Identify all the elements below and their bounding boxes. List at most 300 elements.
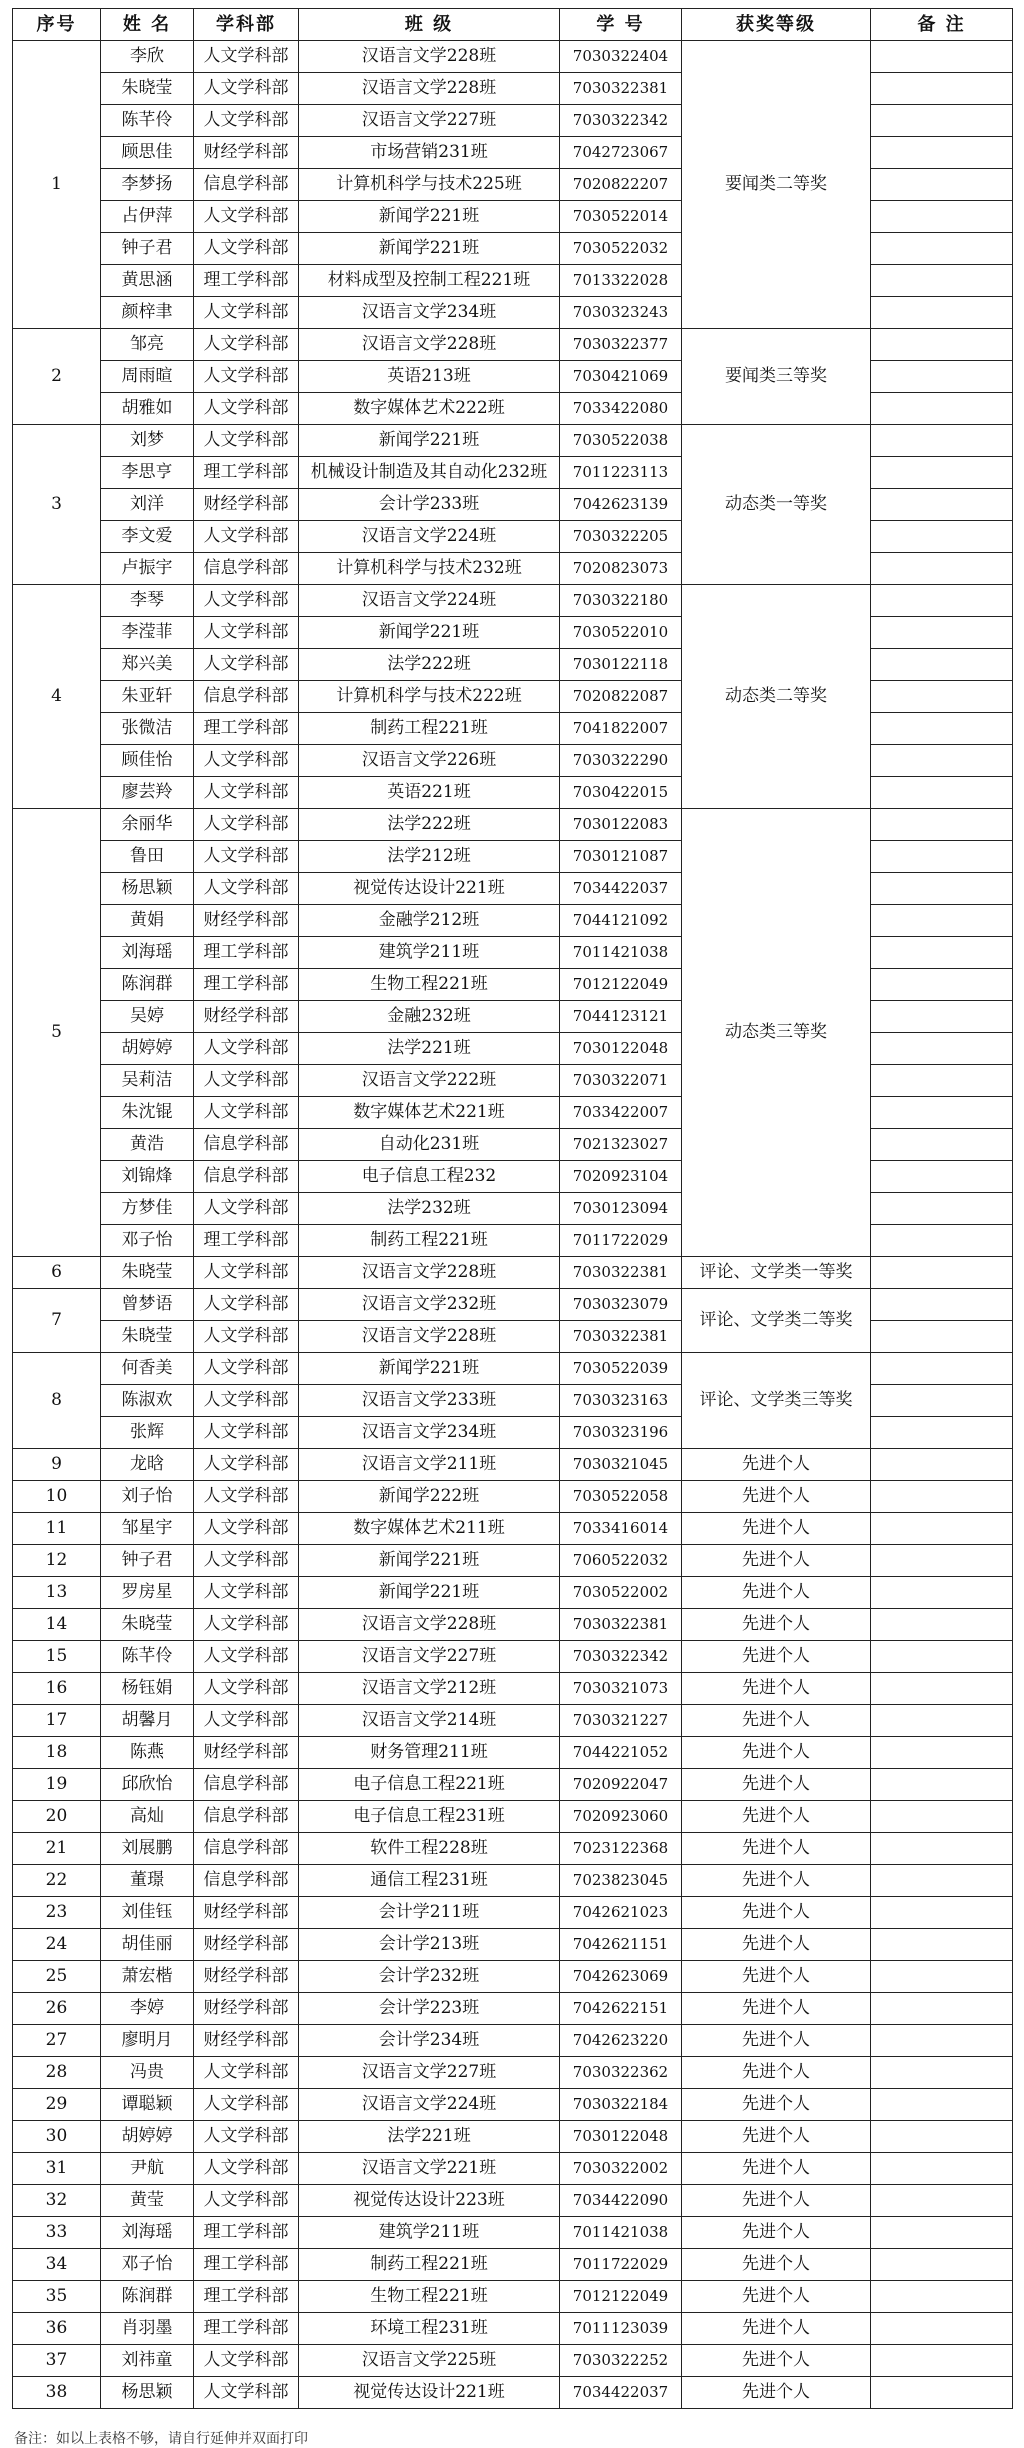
cell-student-id: 7030323079	[560, 1289, 682, 1321]
cell-class: 汉语言文学234班	[299, 297, 560, 329]
cell-student-id: 7034422037	[560, 873, 682, 905]
cell-dept: 人文学科部	[194, 201, 299, 233]
cell-class: 机械设计制造及其自动化232班	[299, 457, 560, 489]
cell-student-id: 7020923104	[560, 1161, 682, 1193]
cell-dept: 人文学科部	[194, 1673, 299, 1705]
cell-dept: 理工学科部	[194, 2249, 299, 2281]
cell-serial-no: 2	[13, 329, 101, 425]
cell-note	[871, 1929, 1013, 1961]
table-row	[13, 2249, 1013, 2281]
table-row	[13, 1289, 1013, 1321]
cell-student-id: 7020823073	[560, 553, 682, 585]
cell-name: 鲁田	[101, 841, 194, 873]
cell-award-level: 先进个人	[682, 1577, 871, 1609]
cell-class: 制药工程221班	[299, 713, 560, 745]
cell-name: 钟子君	[101, 233, 194, 265]
cell-dept: 财经学科部	[194, 1897, 299, 1929]
cell-name: 方梦佳	[101, 1193, 194, 1225]
cell-serial-no: 35	[13, 2281, 101, 2313]
cell-award-level: 先进个人	[682, 2345, 871, 2377]
cell-dept: 财经学科部	[194, 1929, 299, 1961]
cell-name: 何香美	[101, 1353, 194, 1385]
cell-student-id: 7023823045	[560, 1865, 682, 1897]
cell-student-id: 7023122368	[560, 1833, 682, 1865]
cell-award-level: 先进个人	[682, 2057, 871, 2089]
cell-class: 制药工程221班	[299, 2249, 560, 2281]
cell-award-level: 要闻类三等奖	[682, 329, 871, 425]
cell-dept: 人文学科部	[194, 73, 299, 105]
cell-note	[871, 329, 1013, 361]
cell-award-level: 先进个人	[682, 2377, 871, 2409]
cell-name: 李欣	[101, 41, 194, 73]
cell-student-id: 7030323196	[560, 1417, 682, 1449]
cell-class: 财务管理211班	[299, 1737, 560, 1769]
cell-award-level: 评论、文学类一等奖	[682, 1257, 871, 1289]
cell-name: 余丽华	[101, 809, 194, 841]
cell-note	[871, 585, 1013, 617]
cell-name: 吴莉洁	[101, 1065, 194, 1097]
cell-student-id: 7044221052	[560, 1737, 682, 1769]
table-row	[13, 1705, 1013, 1737]
cell-serial-no: 11	[13, 1513, 101, 1545]
cell-note	[871, 553, 1013, 585]
cell-student-id: 7020822207	[560, 169, 682, 201]
cell-class: 视觉传达设计221班	[299, 873, 560, 905]
cell-class: 汉语言文学212班	[299, 1673, 560, 1705]
table-row	[13, 1865, 1013, 1897]
cell-class: 汉语言文学227班	[299, 1641, 560, 1673]
table-row	[13, 1513, 1013, 1545]
cell-student-id: 7030322290	[560, 745, 682, 777]
cell-dept: 人文学科部	[194, 1193, 299, 1225]
cell-name: 刘锦烽	[101, 1161, 194, 1193]
cell-name: 顾佳怡	[101, 745, 194, 777]
table-row	[13, 2089, 1013, 2121]
cell-class: 新闻学221班	[299, 1545, 560, 1577]
cell-dept: 人文学科部	[194, 1449, 299, 1481]
cell-note	[871, 1641, 1013, 1673]
cell-student-id: 7042622151	[560, 1993, 682, 2025]
cell-class: 计算机科学与技术232班	[299, 553, 560, 585]
cell-name: 罗房星	[101, 1577, 194, 1609]
cell-class: 建筑学211班	[299, 937, 560, 969]
cell-dept: 人文学科部	[194, 233, 299, 265]
cell-name: 张微洁	[101, 713, 194, 745]
cell-name: 周雨暄	[101, 361, 194, 393]
cell-dept: 财经学科部	[194, 1737, 299, 1769]
cell-name: 李思亨	[101, 457, 194, 489]
award-list-table	[12, 8, 1013, 2409]
cell-dept: 人文学科部	[194, 297, 299, 329]
cell-dept: 理工学科部	[194, 937, 299, 969]
cell-serial-no: 23	[13, 1897, 101, 1929]
cell-class: 会计学223班	[299, 1993, 560, 2025]
cell-class: 汉语言文学232班	[299, 1289, 560, 1321]
cell-serial-no: 19	[13, 1769, 101, 1801]
cell-student-id: 7030322002	[560, 2153, 682, 2185]
cell-student-id: 7042723067	[560, 137, 682, 169]
table-row	[13, 2217, 1013, 2249]
cell-dept: 人文学科部	[194, 1289, 299, 1321]
cell-name: 朱沈锟	[101, 1097, 194, 1129]
cell-dept: 人文学科部	[194, 2089, 299, 2121]
cell-student-id: 7011421038	[560, 2217, 682, 2249]
cell-student-id: 7033422007	[560, 1097, 682, 1129]
cell-award-level: 先进个人	[682, 1833, 871, 1865]
cell-note	[871, 489, 1013, 521]
cell-note	[871, 1513, 1013, 1545]
table-row	[13, 2121, 1013, 2153]
cell-name: 朱亚轩	[101, 681, 194, 713]
cell-note	[871, 1065, 1013, 1097]
cell-student-id: 7030322377	[560, 329, 682, 361]
cell-student-id: 7030321227	[560, 1705, 682, 1737]
cell-note	[871, 1289, 1013, 1321]
cell-student-id: 7011123039	[560, 2313, 682, 2345]
cell-note	[871, 1833, 1013, 1865]
cell-class: 汉语言文学211班	[299, 1449, 560, 1481]
table-row	[13, 329, 1013, 361]
cell-serial-no: 31	[13, 2153, 101, 2185]
cell-name: 曾梦语	[101, 1289, 194, 1321]
cell-class: 计算机科学与技术225班	[299, 169, 560, 201]
cell-name: 李文爱	[101, 521, 194, 553]
cell-note	[871, 873, 1013, 905]
table-row	[13, 1449, 1013, 1481]
cell-name: 李琴	[101, 585, 194, 617]
cell-dept: 人文学科部	[194, 1513, 299, 1545]
cell-serial-no: 21	[13, 1833, 101, 1865]
cell-dept: 人文学科部	[194, 41, 299, 73]
cell-student-id: 7033422080	[560, 393, 682, 425]
cell-name: 邹星宇	[101, 1513, 194, 1545]
cell-name: 朱晓莹	[101, 1257, 194, 1289]
cell-serial-no: 33	[13, 2217, 101, 2249]
cell-note	[871, 105, 1013, 137]
cell-award-level: 先进个人	[682, 2217, 871, 2249]
table-row	[13, 1737, 1013, 1769]
cell-note	[871, 2025, 1013, 2057]
header-award: 获奖等级	[682, 9, 871, 41]
cell-dept: 人文学科部	[194, 329, 299, 361]
cell-note	[871, 809, 1013, 841]
table-header	[13, 9, 1013, 41]
cell-name: 刘洋	[101, 489, 194, 521]
cell-note	[871, 2281, 1013, 2313]
cell-note	[871, 361, 1013, 393]
cell-dept: 人文学科部	[194, 1481, 299, 1513]
cell-serial-no: 14	[13, 1609, 101, 1641]
cell-student-id: 7030322404	[560, 41, 682, 73]
cell-class: 汉语言文学214班	[299, 1705, 560, 1737]
cell-note	[871, 297, 1013, 329]
cell-class: 新闻学221班	[299, 1353, 560, 1385]
cell-student-id: 7030322342	[560, 105, 682, 137]
cell-serial-no: 1	[13, 41, 101, 329]
header-class: 班 级	[299, 9, 560, 41]
cell-name: 胡婷婷	[101, 2121, 194, 2153]
cell-note	[871, 1801, 1013, 1833]
cell-name: 陈芊伶	[101, 1641, 194, 1673]
cell-dept: 财经学科部	[194, 1993, 299, 2025]
cell-class: 汉语言文学228班	[299, 329, 560, 361]
cell-note	[871, 425, 1013, 457]
table-row	[13, 1545, 1013, 1577]
cell-serial-no: 30	[13, 2121, 101, 2153]
cell-dept: 人文学科部	[194, 649, 299, 681]
cell-award-level: 先进个人	[682, 2249, 871, 2281]
cell-name: 刘梦	[101, 425, 194, 457]
cell-note	[871, 1161, 1013, 1193]
cell-student-id: 7012122049	[560, 969, 682, 1001]
cell-award-level: 先进个人	[682, 2089, 871, 2121]
cell-name: 萧宏楷	[101, 1961, 194, 1993]
cell-note	[871, 1705, 1013, 1737]
table-row	[13, 1993, 1013, 2025]
cell-dept: 理工学科部	[194, 969, 299, 1001]
cell-note	[871, 169, 1013, 201]
cell-class: 生物工程221班	[299, 2281, 560, 2313]
table-row	[13, 1801, 1013, 1833]
cell-name: 钟子君	[101, 1545, 194, 1577]
table-row	[13, 1481, 1013, 1513]
cell-note	[871, 2185, 1013, 2217]
cell-dept: 信息学科部	[194, 1769, 299, 1801]
cell-note	[871, 1673, 1013, 1705]
cell-class: 新闻学221班	[299, 617, 560, 649]
cell-serial-no: 9	[13, 1449, 101, 1481]
cell-name: 刘海瑶	[101, 937, 194, 969]
cell-note	[871, 521, 1013, 553]
table-row	[13, 1673, 1013, 1705]
cell-serial-no: 4	[13, 585, 101, 809]
cell-class: 市场营销231班	[299, 137, 560, 169]
cell-note	[871, 2313, 1013, 2345]
cell-student-id: 7030322205	[560, 521, 682, 553]
cell-dept: 理工学科部	[194, 1225, 299, 1257]
cell-serial-no: 22	[13, 1865, 101, 1897]
cell-note	[871, 393, 1013, 425]
cell-note	[871, 745, 1013, 777]
cell-class: 新闻学221班	[299, 1577, 560, 1609]
cell-note	[871, 2089, 1013, 2121]
cell-name: 黄莹	[101, 2185, 194, 2217]
cell-award-level: 动态类一等奖	[682, 425, 871, 585]
cell-dept: 人文学科部	[194, 617, 299, 649]
cell-serial-no: 16	[13, 1673, 101, 1705]
cell-class: 汉语言文学227班	[299, 2057, 560, 2089]
table-row	[13, 1769, 1013, 1801]
cell-class: 汉语言文学228班	[299, 1321, 560, 1353]
cell-student-id: 7034422090	[560, 2185, 682, 2217]
cell-name: 刘展鹏	[101, 1833, 194, 1865]
cell-award-level: 先进个人	[682, 1737, 871, 1769]
cell-note	[871, 1097, 1013, 1129]
cell-class: 汉语言文学228班	[299, 1609, 560, 1641]
cell-award-level: 评论、文学类三等奖	[682, 1353, 871, 1449]
cell-dept: 理工学科部	[194, 2217, 299, 2249]
cell-name: 朱晓莹	[101, 1321, 194, 1353]
cell-note	[871, 2345, 1013, 2377]
cell-award-level: 先进个人	[682, 1993, 871, 2025]
cell-note	[871, 2249, 1013, 2281]
table-row	[13, 2185, 1013, 2217]
cell-dept: 人文学科部	[194, 1321, 299, 1353]
cell-note	[871, 137, 1013, 169]
cell-class: 新闻学221班	[299, 201, 560, 233]
cell-student-id: 7021323027	[560, 1129, 682, 1161]
cell-name: 邓子怡	[101, 1225, 194, 1257]
cell-class: 汉语言文学228班	[299, 1257, 560, 1289]
table-row	[13, 2377, 1013, 2409]
table-row	[13, 809, 1013, 841]
cell-name: 陈润群	[101, 969, 194, 1001]
cell-student-id: 7042621023	[560, 1897, 682, 1929]
cell-serial-no: 24	[13, 1929, 101, 1961]
cell-note	[871, 2377, 1013, 2409]
cell-award-level: 评论、文学类二等奖	[682, 1289, 871, 1353]
table-row	[13, 425, 1013, 457]
cell-dept: 人文学科部	[194, 361, 299, 393]
cell-award-level: 先进个人	[682, 2153, 871, 2185]
cell-dept: 人文学科部	[194, 1385, 299, 1417]
cell-class: 汉语言文学228班	[299, 73, 560, 105]
cell-name: 尹航	[101, 2153, 194, 2185]
cell-dept: 人文学科部	[194, 1257, 299, 1289]
header-row	[13, 9, 1013, 41]
cell-note	[871, 1769, 1013, 1801]
cell-note	[871, 713, 1013, 745]
cell-student-id: 7030321073	[560, 1673, 682, 1705]
footnote: 备注：如以上表格不够，请自行延伸并双面打印	[14, 2431, 308, 2447]
cell-dept: 理工学科部	[194, 2281, 299, 2313]
cell-name: 董璟	[101, 1865, 194, 1897]
cell-dept: 信息学科部	[194, 553, 299, 585]
cell-student-id: 7042623069	[560, 1961, 682, 1993]
cell-name: 李婷	[101, 1993, 194, 2025]
cell-note	[871, 41, 1013, 73]
cell-class: 会计学211班	[299, 1897, 560, 1929]
cell-serial-no: 3	[13, 425, 101, 585]
cell-note	[871, 841, 1013, 873]
cell-student-id: 7041822007	[560, 713, 682, 745]
cell-class: 汉语言文学224班	[299, 521, 560, 553]
cell-award-level: 先进个人	[682, 2121, 871, 2153]
cell-student-id: 7030322184	[560, 2089, 682, 2121]
cell-serial-no: 10	[13, 1481, 101, 1513]
cell-student-id: 7030121087	[560, 841, 682, 873]
cell-note	[871, 1001, 1013, 1033]
cell-name: 顾思佳	[101, 137, 194, 169]
cell-award-level: 先进个人	[682, 2185, 871, 2217]
cell-dept: 信息学科部	[194, 1129, 299, 1161]
cell-note	[871, 201, 1013, 233]
cell-class: 汉语言文学222班	[299, 1065, 560, 1097]
cell-serial-no: 20	[13, 1801, 101, 1833]
cell-note	[871, 1129, 1013, 1161]
cell-class: 法学222班	[299, 649, 560, 681]
cell-name: 廖芸羚	[101, 777, 194, 809]
cell-class: 汉语言文学225班	[299, 2345, 560, 2377]
cell-name: 刘祎童	[101, 2345, 194, 2377]
table-row	[13, 1353, 1013, 1385]
cell-serial-no: 6	[13, 1257, 101, 1289]
cell-note	[871, 1577, 1013, 1609]
cell-name: 黄浩	[101, 1129, 194, 1161]
cell-award-level: 先进个人	[682, 1449, 871, 1481]
cell-dept: 人文学科部	[194, 1577, 299, 1609]
cell-dept: 人文学科部	[194, 1641, 299, 1673]
cell-note	[871, 617, 1013, 649]
cell-student-id: 7030422015	[560, 777, 682, 809]
cell-dept: 人文学科部	[194, 2057, 299, 2089]
cell-student-id: 7030522010	[560, 617, 682, 649]
cell-student-id: 7030522002	[560, 1577, 682, 1609]
cell-serial-no: 18	[13, 1737, 101, 1769]
cell-dept: 信息学科部	[194, 1161, 299, 1193]
cell-note	[871, 905, 1013, 937]
table-body	[13, 41, 1013, 2409]
cell-dept: 人文学科部	[194, 841, 299, 873]
cell-dept: 人文学科部	[194, 585, 299, 617]
cell-serial-no: 7	[13, 1289, 101, 1353]
cell-class: 英语213班	[299, 361, 560, 393]
cell-student-id: 7030321045	[560, 1449, 682, 1481]
cell-student-id: 7030122118	[560, 649, 682, 681]
cell-class: 汉语言文学224班	[299, 585, 560, 617]
cell-student-id: 7034422037	[560, 2377, 682, 2409]
cell-serial-no: 13	[13, 1577, 101, 1609]
cell-note	[871, 1417, 1013, 1449]
cell-class: 数字媒体艺术221班	[299, 1097, 560, 1129]
cell-student-id: 7030322180	[560, 585, 682, 617]
cell-note	[871, 937, 1013, 969]
cell-class: 生物工程221班	[299, 969, 560, 1001]
cell-dept: 人文学科部	[194, 1705, 299, 1737]
cell-award-level: 先进个人	[682, 1481, 871, 1513]
cell-name: 胡佳丽	[101, 1929, 194, 1961]
cell-name: 李滢菲	[101, 617, 194, 649]
cell-note	[871, 1609, 1013, 1641]
cell-class: 法学221班	[299, 1033, 560, 1065]
cell-class: 视觉传达设计221班	[299, 2377, 560, 2409]
cell-serial-no: 29	[13, 2089, 101, 2121]
cell-dept: 信息学科部	[194, 681, 299, 713]
cell-name: 杨思颖	[101, 873, 194, 905]
cell-class: 会计学234班	[299, 2025, 560, 2057]
cell-dept: 人文学科部	[194, 2377, 299, 2409]
table-row	[13, 1897, 1013, 1929]
cell-note	[871, 1449, 1013, 1481]
cell-student-id: 7030522038	[560, 425, 682, 457]
cell-award-level: 先进个人	[682, 2313, 871, 2345]
cell-serial-no: 27	[13, 2025, 101, 2057]
cell-class: 法学221班	[299, 2121, 560, 2153]
cell-student-id: 7030322381	[560, 1257, 682, 1289]
table-row	[13, 1833, 1013, 1865]
cell-dept: 信息学科部	[194, 1833, 299, 1865]
cell-class: 英语221班	[299, 777, 560, 809]
table-row	[13, 1961, 1013, 1993]
table-row	[13, 2281, 1013, 2313]
cell-note	[871, 1353, 1013, 1385]
cell-class: 新闻学222班	[299, 1481, 560, 1513]
cell-name: 杨思颖	[101, 2377, 194, 2409]
table-row	[13, 41, 1013, 73]
cell-class: 汉语言文学221班	[299, 2153, 560, 2185]
cell-student-id: 7030522058	[560, 1481, 682, 1513]
cell-student-id: 7042621151	[560, 1929, 682, 1961]
